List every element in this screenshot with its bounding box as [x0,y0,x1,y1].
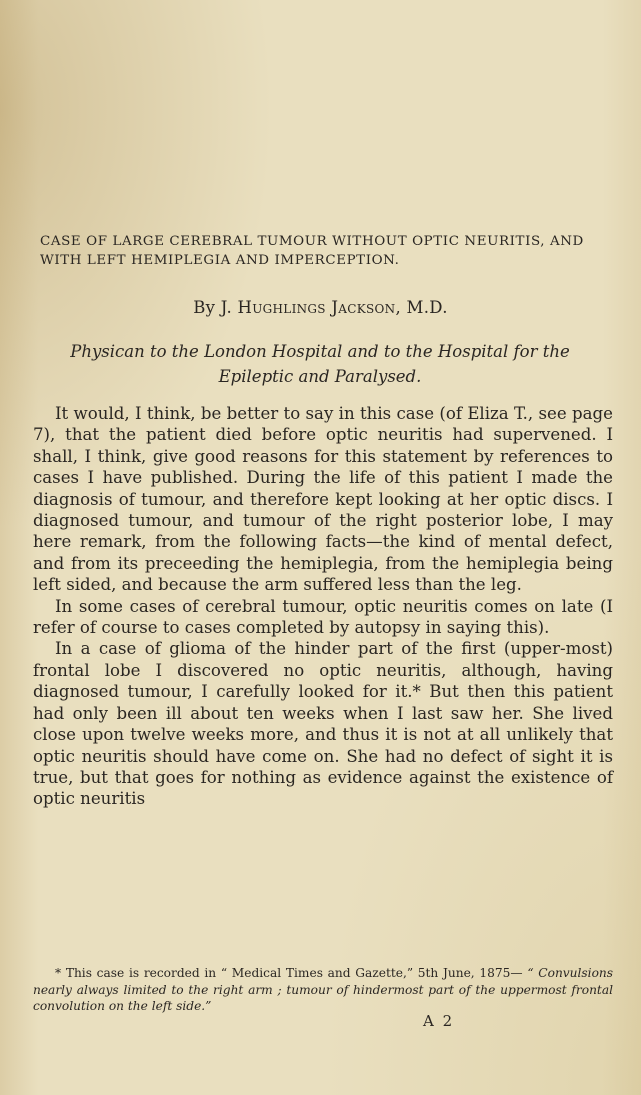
footnote-text [33,965,613,1015]
author-line [0,298,641,317]
paragraph: In a case of glioma of the hinder part of the first (upper-most) frontal lobe I discovered no optic neuritis, although, having diagnosed tumour, I carefully looked for it.* But then this patient had only been ill about ten weeks when I last saw her. She lived close upon twelve weeks more, and thus it is not at all unlikely that optic neuritis should have come on. She had no defect of sight it is true, but that goes for nothing as evidence against the existence of optic neuritis [33,639,613,809]
footnote-italic: “ Convulsions nearly always limited to the right arm ; tumour of hindermost part of the uppermost frontal convolution on the left side.” [33,966,614,1014]
footnote-roman: * This case is recorded in “ Medical Times and Gazette,” 5th June, 1875— [55,966,523,980]
author-name: Hughlings Jackson [237,298,396,317]
paragraph: It would, I think, be better to say in this case (of Eliza T., see page 7), that the patient died before optic neuritis had supervened. I shall, I think, give good reasons for this statement by references to cases I have published. During the life of this patient I made the diagnosis of tumour, and therefore kept looking at her optic discs. I diagnosed tumour, and tumour of the right posterior lobe, I may here remark, from the following facts—the kind of mental defect, and from its preceeding the hemiplegia, from the hemiplegia being left sided, and because the arm suffered less than the leg. [33,404,613,595]
article-title: CASE OF LARGE CEREBRAL TUMOUR WITHOUT OPTIC NEURITIS, AND WITH LEFT HEMIPLEGIA AND IMPERCEPTION. [40,234,584,268]
paragraph: In some cases of cerebral tumour, optic neuritis comes on late (I refer of course to cases completed by autopsy in saying this). [33,596,613,638]
article-body [33,403,613,810]
footnote [33,965,613,1015]
author-affiliation: Physican to the London Hospital and to the Hospital for the Epileptic and Paralysed. [70,342,570,386]
author-prefix: By J. [193,298,238,317]
author-degree: , M.D. [395,298,448,317]
signature-mark: A 2 [423,1012,455,1030]
